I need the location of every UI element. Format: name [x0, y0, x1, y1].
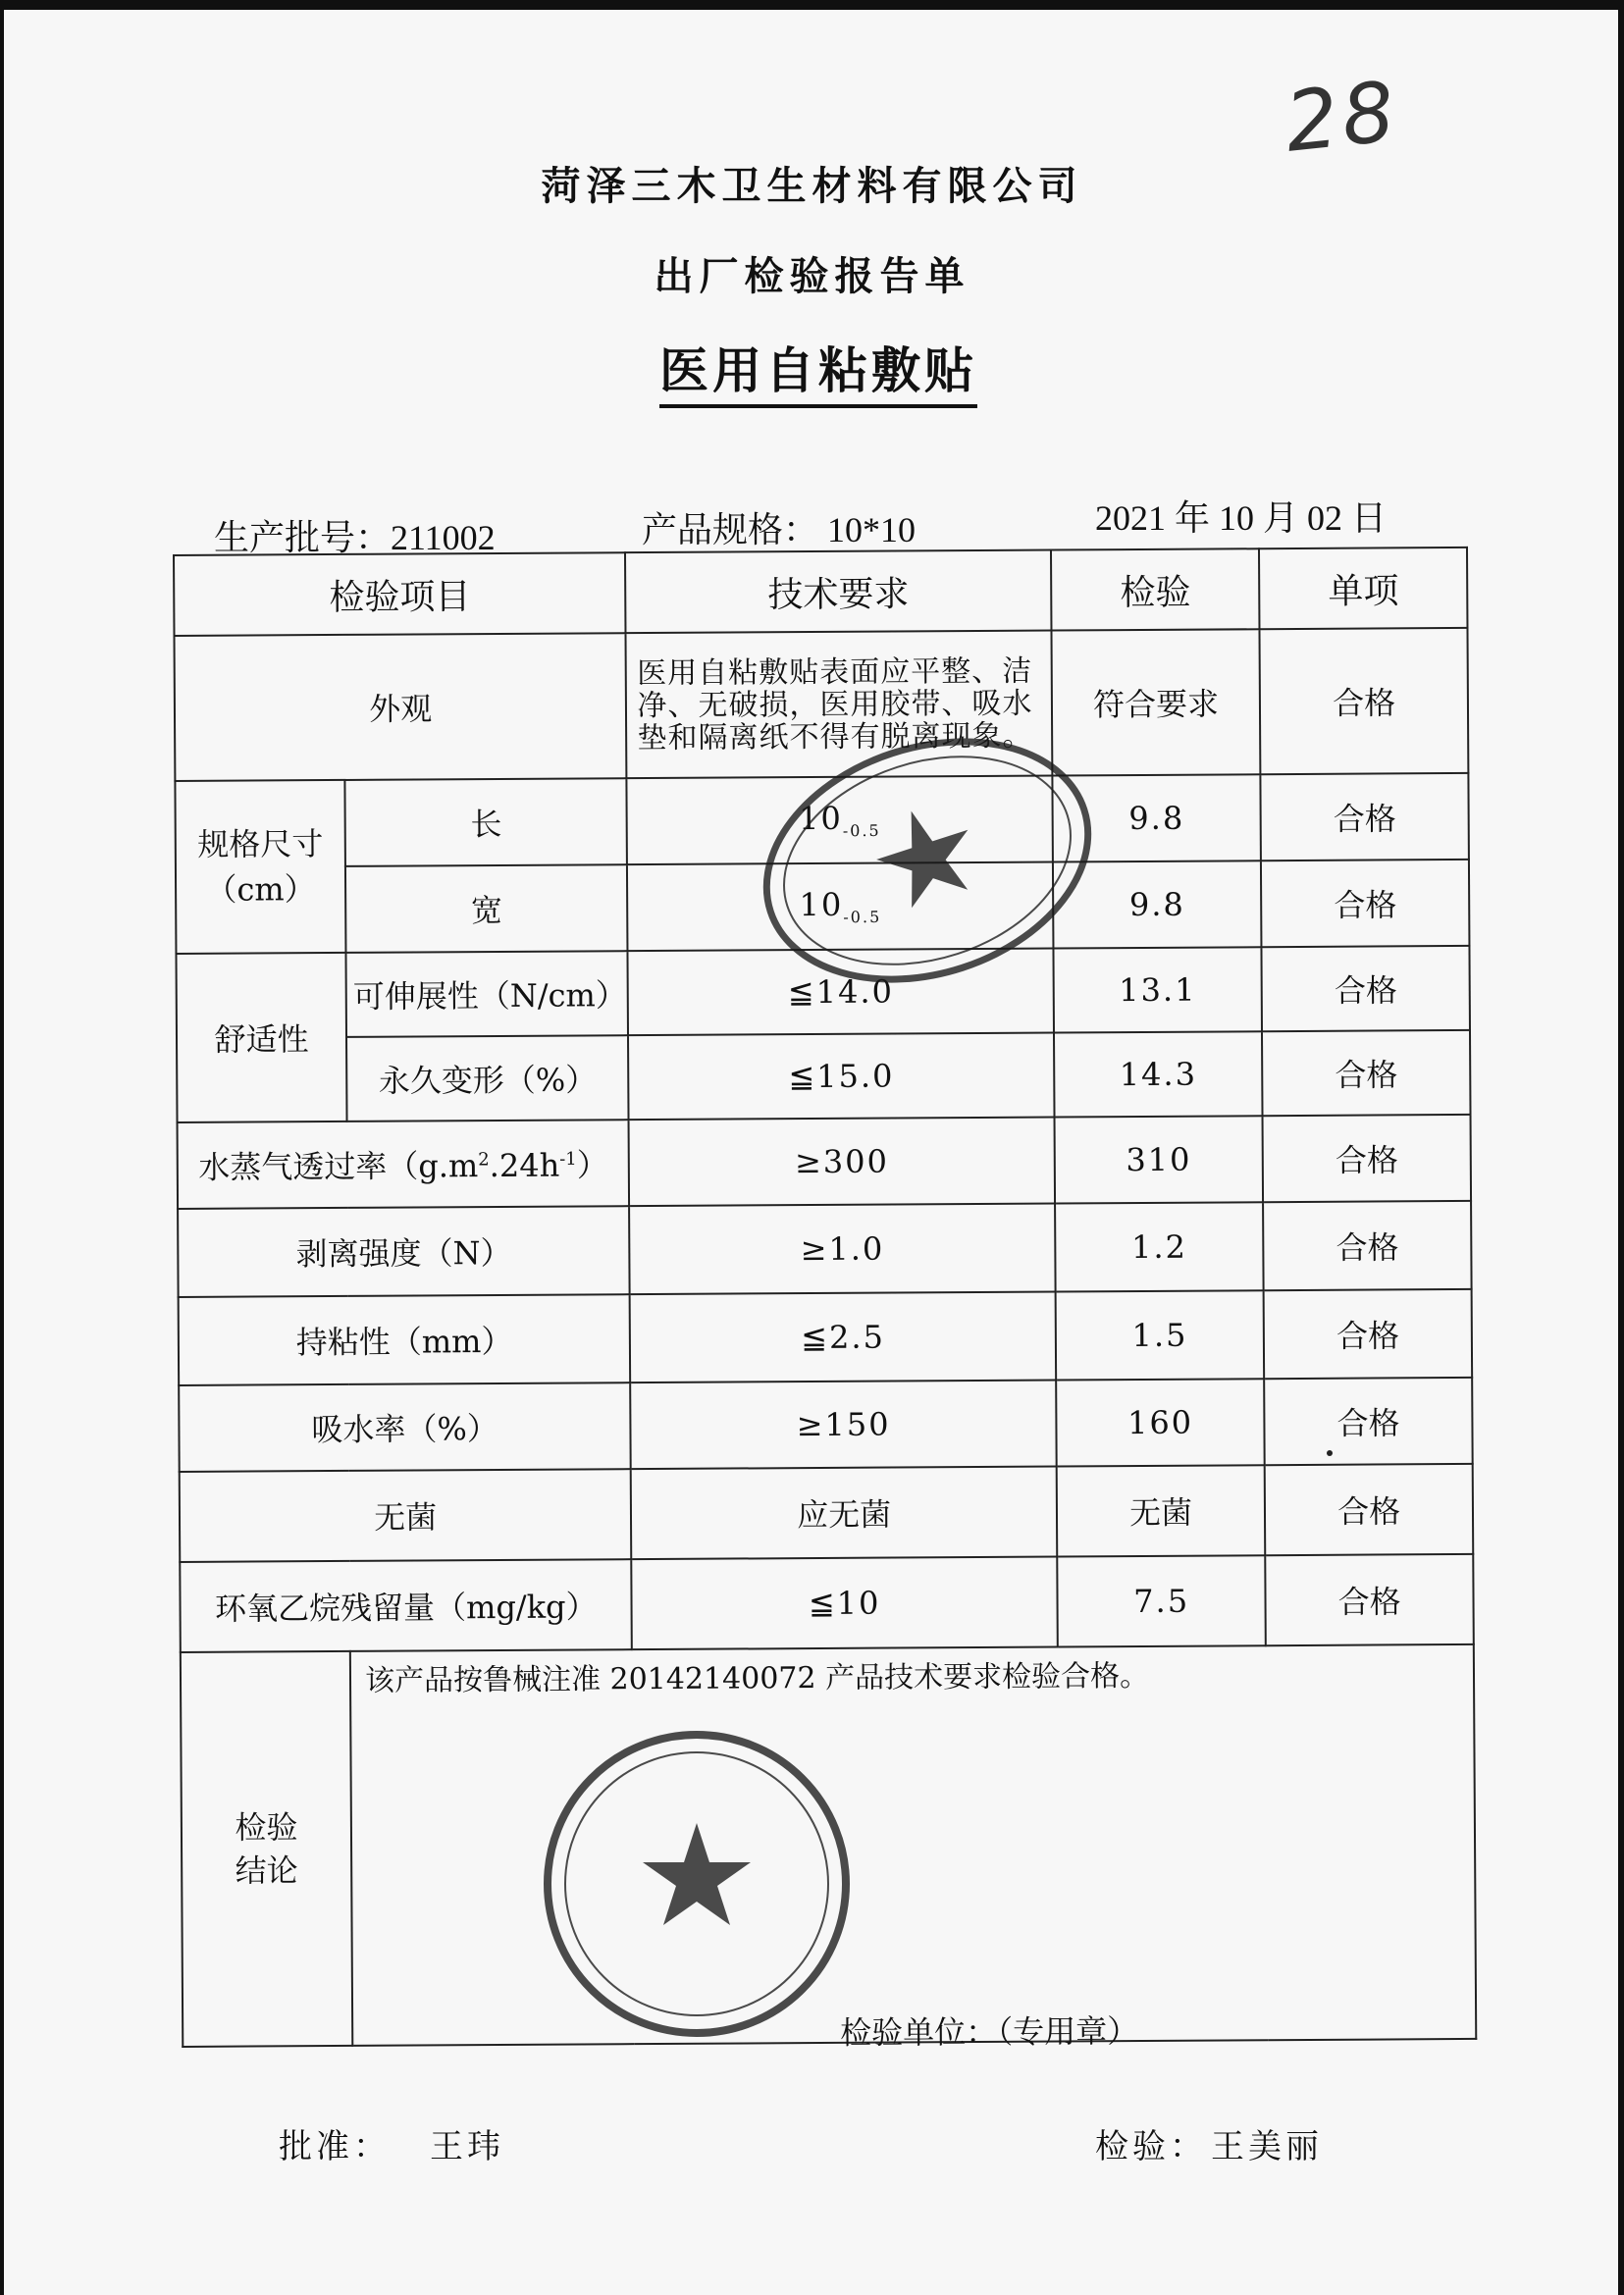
hold-requirement: ≦2.5 — [630, 1292, 1056, 1383]
stretch-verdict: 合格 — [1262, 946, 1470, 1031]
absorb-result: 160 — [1056, 1379, 1265, 1466]
length-verdict: 合格 — [1261, 773, 1469, 861]
appearance-label: 外观 — [175, 633, 627, 781]
sterile-requirement: 应无菌 — [631, 1467, 1057, 1560]
report-date: 2021 年 10 月 02 日 — [1095, 498, 1388, 538]
vapor-requirement: ≥300 — [629, 1118, 1055, 1207]
table-row — [180, 1464, 1474, 1562]
appearance-verdict: 合格 — [1260, 628, 1469, 774]
table-row — [179, 1378, 1473, 1472]
table-row — [175, 628, 1469, 781]
peel-label: 剥离强度（N） — [178, 1206, 630, 1297]
scan-edge-top — [0, 0, 1624, 10]
scan-edge-right — [1618, 0, 1624, 2295]
peel-requirement: ≥1.0 — [630, 1204, 1056, 1295]
deform-result: 14.3 — [1054, 1031, 1263, 1117]
stretch-label: 可伸展性（N/cm） — [345, 951, 628, 1037]
table-row — [179, 1289, 1473, 1385]
width-verdict: 合格 — [1261, 860, 1469, 947]
absorb-label: 吸水率（%） — [179, 1382, 631, 1472]
length-req-tolerance: -0.5 — [842, 821, 881, 841]
stretch-requirement: ≦14.0 — [628, 949, 1054, 1036]
absorb-verdict: 合格 — [1265, 1378, 1473, 1465]
width-req-tolerance: -0.5 — [843, 908, 882, 927]
table-row — [178, 1201, 1472, 1297]
sterile-verdict: 合格 — [1265, 1464, 1473, 1555]
vapor-label-text-mid: .24h — [489, 1146, 560, 1185]
hold-verdict: 合格 — [1264, 1289, 1472, 1379]
width-req-value: 10 — [799, 886, 844, 924]
length-label: 长 — [344, 778, 627, 866]
inspect-label: 检验： — [1095, 2127, 1207, 2166]
length-result: 9.8 — [1052, 774, 1261, 861]
width-result: 9.8 — [1053, 861, 1262, 948]
deform-verdict: 合格 — [1262, 1030, 1470, 1116]
table-row — [178, 1115, 1472, 1209]
eo-requirement: ≦10 — [632, 1557, 1058, 1650]
company-name: 菏泽三木卫生材料有限公司 — [541, 164, 1083, 209]
appearance-requirement: 医用自粘敷贴表面应平整、洁净、无破损，医用胶带、吸水垫和隔离纸不得有脱离现象。 — [626, 631, 1052, 779]
conclusion-label-cell — [181, 1651, 352, 2047]
vapor-label — [178, 1120, 630, 1209]
stamp-unit-label: 检验单位：（专用章） — [840, 2012, 1139, 2052]
eo-result: 7.5 — [1057, 1555, 1266, 1646]
round-seal-stamp — [540, 1727, 854, 2041]
table-row — [177, 1030, 1471, 1122]
width-label: 宽 — [345, 864, 628, 953]
conclusion-label: 检验结论 — [235, 1808, 298, 1890]
header-verdict: 单项 — [1259, 548, 1467, 629]
batch-number: 生产批号：211002 — [214, 518, 496, 557]
peel-verdict: 合格 — [1263, 1201, 1471, 1290]
approve-name: 王玮 — [430, 2127, 504, 2166]
vapor-result: 310 — [1054, 1116, 1263, 1203]
peel-result: 1.2 — [1055, 1202, 1264, 1291]
inspect-name: 王美丽 — [1211, 2127, 1323, 2166]
vapor-label-sup: 2 — [478, 1149, 490, 1171]
product-name: 医用自粘敷贴 — [659, 332, 977, 408]
size-group-label: 规格尺寸（cm） — [175, 780, 345, 954]
header-item: 检验项目 — [174, 552, 626, 636]
conclusion-cell — [350, 1644, 1476, 2052]
eo-label: 环氧乙烷残留量（mg/kg） — [180, 1559, 632, 1652]
deform-label: 永久变形（%） — [346, 1035, 629, 1121]
deform-requirement: ≦15.0 — [628, 1033, 1054, 1121]
sterile-label: 无菌 — [180, 1469, 632, 1562]
vapor-label-text-end: ） — [576, 1146, 608, 1184]
comfort-group-label: 舒适性 — [176, 953, 346, 1122]
header-requirement: 技术要求 — [625, 550, 1051, 634]
absorb-requirement: ≥150 — [631, 1381, 1057, 1470]
hold-result: 1.5 — [1055, 1290, 1264, 1380]
sterile-result: 无菌 — [1057, 1465, 1266, 1556]
vapor-label-sup2: -1 — [559, 1148, 577, 1170]
report-title: 出厂检验报告单 — [654, 254, 970, 299]
vapor-label-text: 水蒸气透过率（g.m — [198, 1147, 479, 1186]
scan-edge-left — [0, 0, 4, 2295]
table-header-row — [174, 548, 1467, 636]
product-spec: 产品规格： 10*10 — [642, 510, 917, 549]
conclusion-text: 该产品按鲁械注准 20142140072 产品技术要求检验合格。 — [364, 1658, 1150, 1698]
length-req-value: 10 — [798, 800, 843, 838]
vapor-verdict: 合格 — [1263, 1115, 1471, 1202]
eo-verdict: 合格 — [1266, 1554, 1474, 1645]
header-result: 检验 — [1051, 548, 1260, 630]
table-row — [180, 1554, 1474, 1652]
appearance-result: 符合要求 — [1051, 629, 1260, 775]
hold-label: 持粘性（mm） — [179, 1294, 631, 1385]
ink-dot — [1327, 1450, 1333, 1456]
handwritten-page-number: 28 — [1281, 63, 1403, 171]
approve-label: 批准： — [279, 2127, 391, 2166]
stretch-result: 13.1 — [1053, 947, 1262, 1032]
